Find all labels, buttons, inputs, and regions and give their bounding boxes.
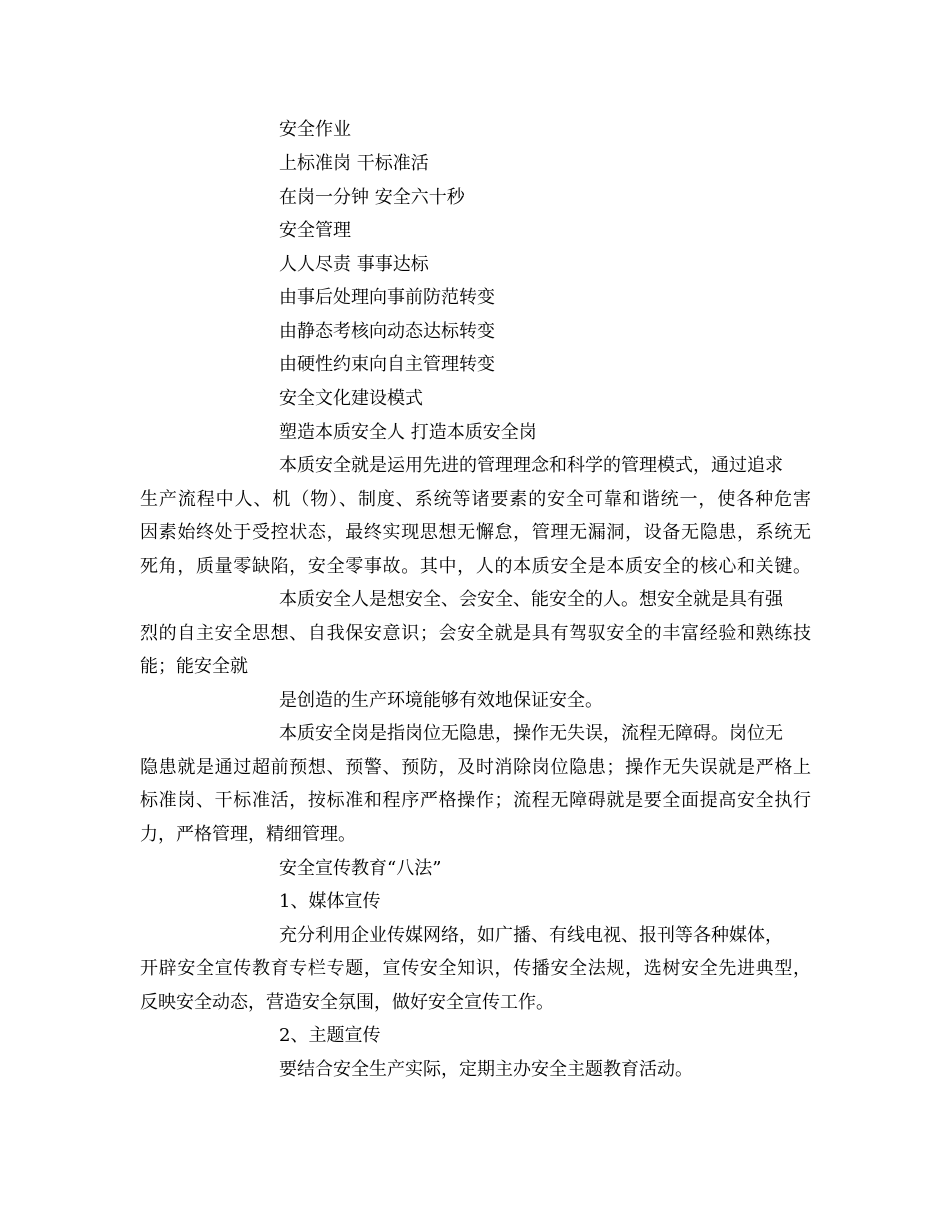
heading-line: 由硬性约束向自主管理转变: [279, 354, 495, 375]
heading-line: 在岗一分钟 安全六十秒: [279, 187, 465, 208]
heading-line: 人人尽责 事事达标: [279, 254, 429, 275]
heading-line: 塑造本质安全人 打造本质安全岗: [279, 422, 537, 443]
paragraph-line: 能；能安全就: [140, 656, 248, 677]
paragraph-line: 开辟安全宣传教育专栏专题，宣传安全知识，传播安全法规，选树安全先进典型，: [140, 958, 811, 979]
paragraph-line: 死角，质量零缺陷，安全零事故。其中，人的本质安全是本质安全的核心和关键。: [140, 556, 811, 577]
paragraph-line: 烈的自主安全思想、自我保安意识；会安全就是具有驾驭安全的丰富经验和熟练技: [140, 623, 811, 644]
paragraph-line: 力，严格管理，精细管理。: [140, 824, 356, 845]
paragraph-line: 是创造的生产环境能够有效地保证安全。: [279, 690, 603, 711]
paragraph-line: 标准岗、干标准活，按标准和程序严格操作；流程无障碍就是要全面提高安全执行: [140, 790, 811, 811]
heading-line: 安全管理: [279, 220, 351, 241]
paragraph-line: 生产流程中人、机（物）、制度、系统等诸要素的安全可靠和谐统一，使各种危害: [140, 489, 811, 510]
heading-line: 安全作业: [279, 119, 351, 140]
paragraph-line: 因素始终处于受控状态，最终实现思想无懈怠，管理无漏洞，设备无隐患，系统无: [140, 522, 811, 543]
paragraph-line: 本质安全人是想安全、会安全、能安全的人。想安全就是具有强: [279, 589, 783, 610]
heading-line: 由静态考核向动态达标转变: [279, 321, 495, 342]
paragraph-line: 要结合安全生产实际，定期主办安全主题教育活动。: [279, 1059, 693, 1080]
heading-line: 由事后处理向事前防范转变: [279, 287, 495, 308]
section-title: 安全宣传教育“八法”: [279, 858, 442, 879]
item-title: 1、媒体宣传: [279, 891, 381, 912]
heading-line: 安全文化建设模式: [279, 388, 423, 409]
paragraph-line: 本质安全就是运用先进的管理理念和科学的管理模式，通过追求: [279, 455, 783, 476]
heading-line: 上标准岗 干标准活: [279, 153, 429, 174]
paragraph-line: 本质安全岗是指岗位无隐患，操作无失误，流程无障碍。岗位无: [279, 723, 783, 744]
paragraph-line: 反映安全动态，营造安全氛围，做好安全宣传工作。: [140, 992, 554, 1013]
paragraph-line: 充分利用企业传媒网络，如广播、有线电视、报刊等各种媒体，: [279, 925, 783, 946]
paragraph-line: 隐患就是通过超前预想、预警、预防，及时消除岗位隐患；操作无失误就是严格上: [140, 757, 811, 778]
item-title: 2、主题宣传: [279, 1025, 381, 1046]
